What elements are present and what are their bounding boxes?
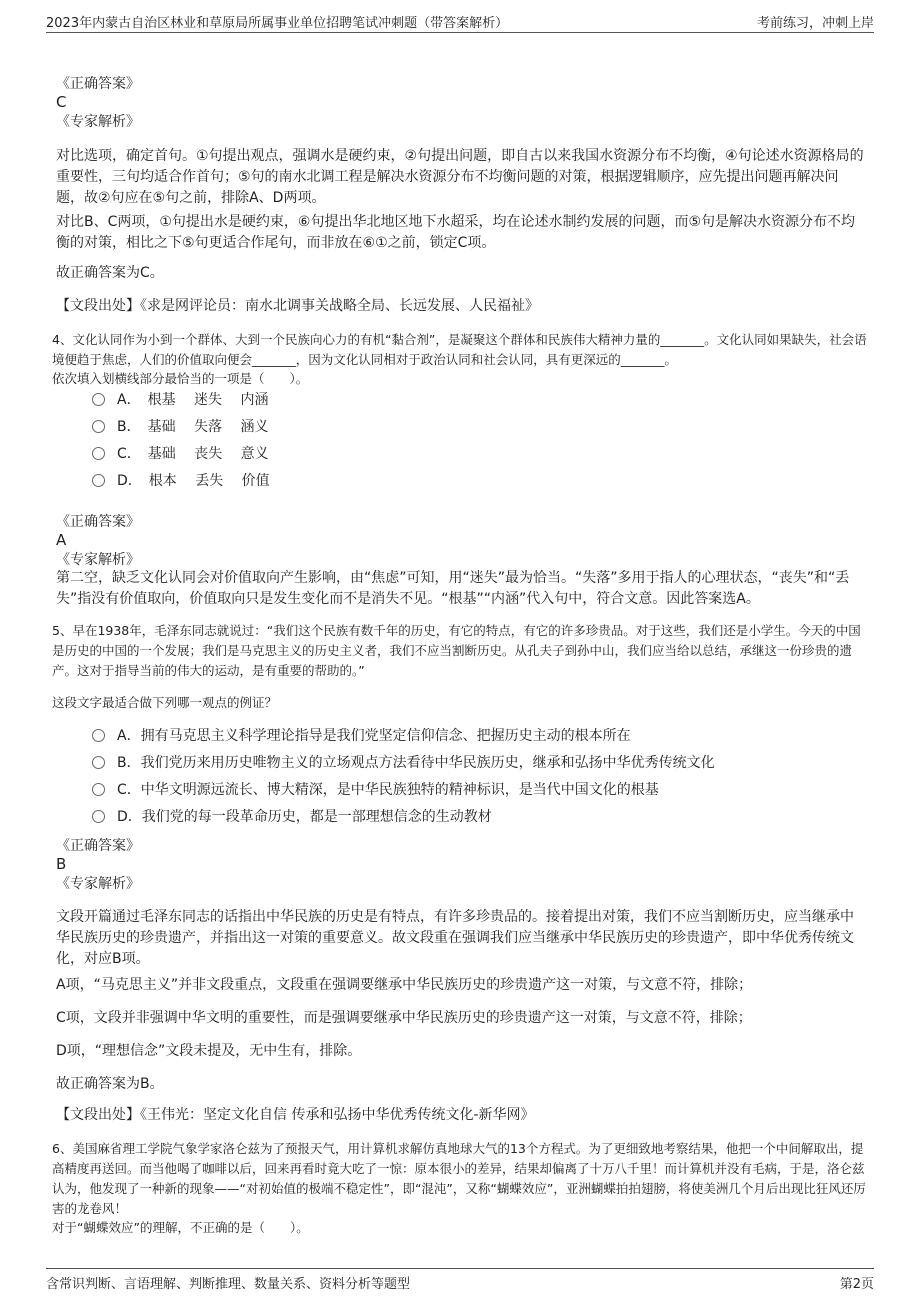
option-d[interactable] bbox=[92, 470, 270, 492]
radio-icon[interactable] bbox=[92, 474, 105, 487]
option-d[interactable] bbox=[92, 806, 492, 828]
footer-topics: 含常识判断、言语理解、判断推理、数量关系、资料分析等题型 bbox=[46, 1277, 411, 1292]
option-label: A． 根基 迷失 内涵 bbox=[117, 392, 269, 408]
option-label: C． 基础 丧失 意义 bbox=[117, 446, 269, 462]
radio-icon[interactable] bbox=[92, 393, 105, 406]
question-stem: 5、早在1938年，毛泽东同志就说过：“我们这个民族有数千年的历史，有它的特点，有它的许多珍贵品。对于这些，我们还是小学生。今天的中国是历史的中国的一个发展；我们是马克思主义的历史主义者，我们不应当割断历史。从孔夫子到孙中山，我们应当给以总结，承继这一份珍贵的遗产。这对于指导当前的伟大的运动，是有重要的帮助的。” bbox=[52, 623, 861, 678]
option-a[interactable] bbox=[92, 725, 631, 747]
option-c[interactable] bbox=[92, 443, 269, 465]
option-b[interactable] bbox=[92, 416, 269, 438]
page-header bbox=[46, 10, 874, 33]
source-citation: 【文段出处】《王伟光：坚定文化自信 传承和弘扬中华优秀传统文化-新华网》 bbox=[56, 1107, 535, 1123]
option-label: B． 基础 失落 涵义 bbox=[117, 419, 269, 435]
analysis-label: 《专家解析》 bbox=[56, 114, 140, 130]
option-a[interactable] bbox=[92, 389, 268, 411]
question-stem: 6、美国麻省理工学院气象学家洛仑兹为了预报天气，用计算机求解仿真地球大气的13个方程式。为了更细致地考察结果，他把一个中间解取出，提高精度再送回。而当他喝了咖啡以后，回来再看时竟大吃了一惊：原本很小的差异，结果却偏离了十万八千里！而计算机并没有毛病，于是，洛仑兹认为，他发现了一种新的现象——“对初始值的极端不稳定性”，即“混沌”，又称“蝴蝶效应”，亚洲蝴蝶拍拍翅膀，将使美洲几个月后出现比狂风还厉害的龙卷风！ bbox=[52, 1141, 866, 1216]
analysis-paragraph: D项，“理想信念”文段未提及，无中生有，排除。 bbox=[56, 1043, 362, 1059]
question-prompt: 对于“蝴蝶效应”的理解，不正确的是（ ）。 bbox=[52, 1220, 309, 1235]
answer-value: A bbox=[56, 531, 67, 549]
page-footer bbox=[46, 1268, 874, 1291]
radio-icon[interactable] bbox=[92, 783, 105, 796]
radio-icon[interactable] bbox=[92, 447, 105, 460]
conclusion: 故正确答案为B。 bbox=[56, 1076, 164, 1092]
answer-label: 《正确答案》 bbox=[56, 76, 140, 92]
page-number: 第2页 bbox=[839, 1277, 874, 1292]
option-b[interactable] bbox=[92, 752, 715, 774]
answer-value: C bbox=[56, 93, 67, 111]
question-prompt: 这段文字最适合做下列哪一观点的例证？ bbox=[52, 695, 278, 710]
analysis-label: 《专家解析》 bbox=[56, 552, 140, 568]
answer-value: B bbox=[56, 855, 67, 873]
conclusion: 故正确答案为C。 bbox=[56, 265, 164, 281]
analysis-paragraph: 对比B、C两项，①句提出水是硬约束，⑥句提出华北地区地下水超采，均在论述水制约发展的问题，而⑤句是解决水资源分布不均衡的对策，相比之下⑤句更适合作尾句，而非放在⑥①之前，锁定C项。 bbox=[56, 214, 856, 251]
header-slogan: 考前练习，冲刺上岸 bbox=[756, 16, 874, 31]
analysis-paragraph: A项，“马克思主义”并非文段重点，文段重在强调要继承中华民族历史的珍贵遗产这一对策，与文意不符，排除； bbox=[56, 977, 753, 993]
document-title: 2023年内蒙古自治区林业和草原局所属事业单位招聘笔试冲刺题（带答案解析） bbox=[46, 16, 509, 31]
option-label: A．拥有马克思主义科学理论指导是我们党坚定信仰信念、把握历史主动的根本所在 bbox=[117, 728, 631, 744]
radio-icon[interactable] bbox=[92, 756, 105, 769]
option-c[interactable] bbox=[92, 779, 659, 801]
option-label: C．中华文明源远流长、博大精深，是中华民族独特的精神标识，是当代中国文化的根基 bbox=[117, 782, 659, 798]
analysis-paragraph: 文段开篇通过毛泽东同志的话指出中华民族的历史是有特点，有许多珍贵品的。接着提出对策，我们不应当割断历史，应当继承中华民族历史的珍贵遗产，并指出这一对策的重要意义。故文段重在强调我们应当继承中华民族历史的珍贵遗产，即中华优秀传统文化，对应B项。 bbox=[56, 909, 854, 967]
option-label: D． 根本 丢失 价值 bbox=[117, 473, 270, 489]
analysis-paragraph: 第二空，缺乏文化认同会对价值取向产生影响，由“焦虑”可知，用“迷失”最为恰当。“失落”多用于指人的心理状态，“丧失”和“丢失”指没有价值取向，价值取向只是发生变化而不是消失不见。“根基”“内涵”代入句中，符合文意。因此答案选A。 bbox=[56, 570, 850, 607]
radio-icon[interactable] bbox=[92, 420, 105, 433]
answer-label: 《正确答案》 bbox=[56, 838, 140, 854]
question-prompt: 依次填入划横线部分最恰当的一项是（ ）。 bbox=[52, 371, 309, 386]
analysis-paragraph: 对比选项，确定首句。①句提出观点，强调水是硬约束，②句提出问题，即自古以来我国水资源分布不均衡，④句论述水资源格局的重要性，三句均适合作首句；⑤句的南水北调工程是解决水资源分布不均衡问题的对策，根据逻辑顺序，应先提出问题再解决问题，故②句应在⑤句之前，排除A、D两项。 bbox=[56, 148, 864, 206]
question-stem: 4、文化认同作为小到一个群体、大到一个民族向心力的有机“黏合剂”，是凝聚这个群体和民族伟大精神力量的_______。文化认同如果缺失，社会语境便趋于焦虑，人们的价值取向便会_______，因为文化认同相对于政治认同和社会认同，具有更深远的_______。 bbox=[52, 332, 867, 367]
analysis-label: 《专家解析》 bbox=[56, 876, 140, 892]
option-label: D．我们党的每一段革命历史，都是一部理想信念的生动教材 bbox=[117, 809, 492, 825]
source-citation: 【文段出处】《求是网评论员：南水北调事关战略全局、长远发展、人民福祉》 bbox=[56, 298, 539, 314]
analysis-paragraph: C项，文段并非强调中华文明的重要性，而是强调要继承中华民族历史的珍贵遗产这一对策，与文意不符，排除； bbox=[56, 1010, 752, 1026]
answer-label: 《正确答案》 bbox=[56, 514, 140, 530]
radio-icon[interactable] bbox=[92, 810, 105, 823]
radio-icon[interactable] bbox=[92, 729, 105, 742]
option-label: B．我们党历来用历史唯物主义的立场观点方法看待中华民族历史，继承和弘扬中华优秀传统文化 bbox=[117, 755, 715, 771]
